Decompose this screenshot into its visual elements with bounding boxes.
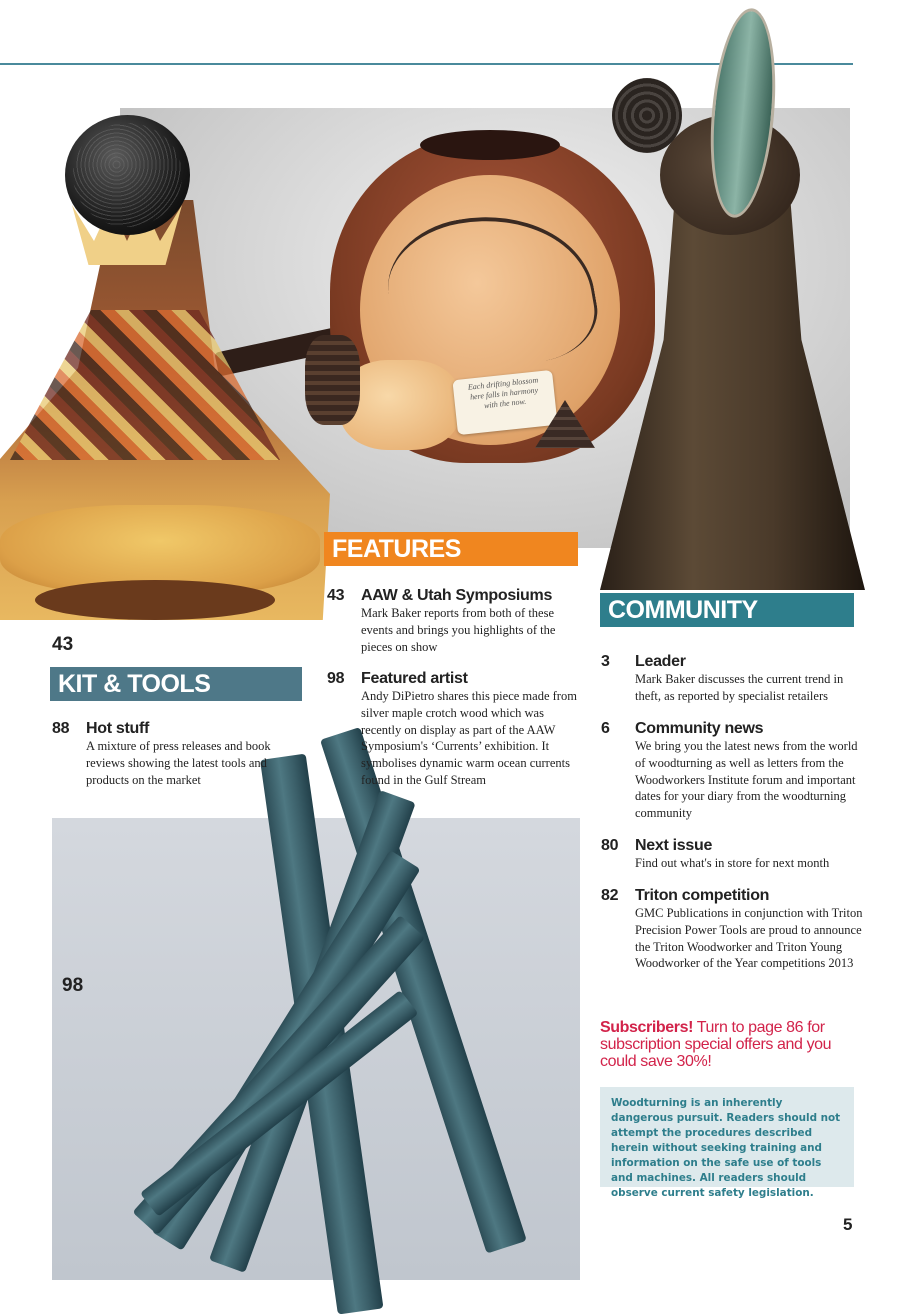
entry-description: Mark Baker discusses the current trend in theft, as reported by specialist retailers (635, 672, 844, 703)
photo-vessel-opening (420, 130, 560, 160)
subscribers-lead: Subscribers! (600, 1019, 694, 1036)
entry-page-number: 88 (52, 720, 70, 737)
community-entry-triton[interactable] (601, 887, 863, 972)
community-entry-next-issue[interactable] (601, 837, 863, 872)
section-banner-kit-tools: KIT & TOOLS (50, 667, 302, 701)
safety-notice: Woodturning is an inherently dangerous pursuit. Readers should not attempt the procedures described herein without seeking training and information on the safe use of tools and machines. All readers should observe current safety legislation. (600, 1087, 854, 1187)
entry-description: Mark Baker reports from both of these events and brings you highlights of the pieces on show (361, 606, 556, 654)
entry-title: Hot stuff (86, 720, 150, 737)
community-entry-leader[interactable] (601, 653, 863, 705)
photo-jar-foot (35, 580, 275, 620)
photo-pierced-ball-finial (65, 115, 190, 235)
section-banner-features: FEATURES (324, 532, 578, 566)
photo-page-ref-kit: 43 (52, 634, 74, 655)
entry-description: We bring you the latest news from the world of woodturning as well as letters from the Woodworkers Institute forum and important dates for your diary from the woodturning community (635, 739, 858, 821)
entry-description: Find out what's in store for next month (635, 856, 830, 870)
entry-title: Next issue (635, 837, 713, 854)
entry-description: A mixture of press releases and book reviews showing the latest tools and products on the market (86, 739, 271, 787)
entry-title: Featured artist (361, 670, 468, 687)
entry-description: Andy DiPietro shares this piece made from silver maple crotch wood which was recently on display as part of the AAW Symposium's ‘Currents’ exhibition. It symbolises dynamic warm ocean currents found in the Gulf Stream (361, 689, 577, 787)
entry-title: Leader (635, 653, 686, 670)
features-entry-featured-artist[interactable] (327, 670, 582, 789)
entry-page-number: 80 (601, 837, 619, 854)
photo-page-ref-slab: 98 (62, 975, 84, 996)
page-number: 5 (843, 1215, 853, 1234)
photo-ringed-knob (612, 78, 682, 153)
subscribers-text: Turn to page 86 for subscription special offers and you could save 30%! (600, 1019, 832, 1070)
features-entry-aaw[interactable] (327, 587, 582, 655)
kit-entry-hot-stuff[interactable] (52, 720, 292, 788)
entry-page-number: 6 (601, 720, 610, 737)
entry-title: Triton competition (635, 887, 770, 904)
entry-page-number: 82 (601, 887, 619, 904)
section-banner-community: COMMUNITY (600, 593, 854, 627)
entry-page-number: 3 (601, 653, 610, 670)
entry-title: Community news (635, 720, 764, 737)
entry-page-number: 43 (327, 587, 345, 604)
entry-description: GMC Publications in conjunction with Triton Precision Power Tools are proud to announce the Triton Woodworker and Triton Young Woodworker of the Year competitions 2013 (635, 906, 863, 971)
photo-cork-rings (305, 335, 360, 425)
photo-scroll-caption: Each drifting blossom here falls in harmony with the now. (452, 370, 557, 435)
entry-title: AAW & Utah Symposiums (361, 587, 553, 604)
subscribers-promo[interactable] (600, 1019, 860, 1070)
community-entry-news[interactable] (601, 720, 863, 822)
entry-page-number: 98 (327, 670, 345, 687)
